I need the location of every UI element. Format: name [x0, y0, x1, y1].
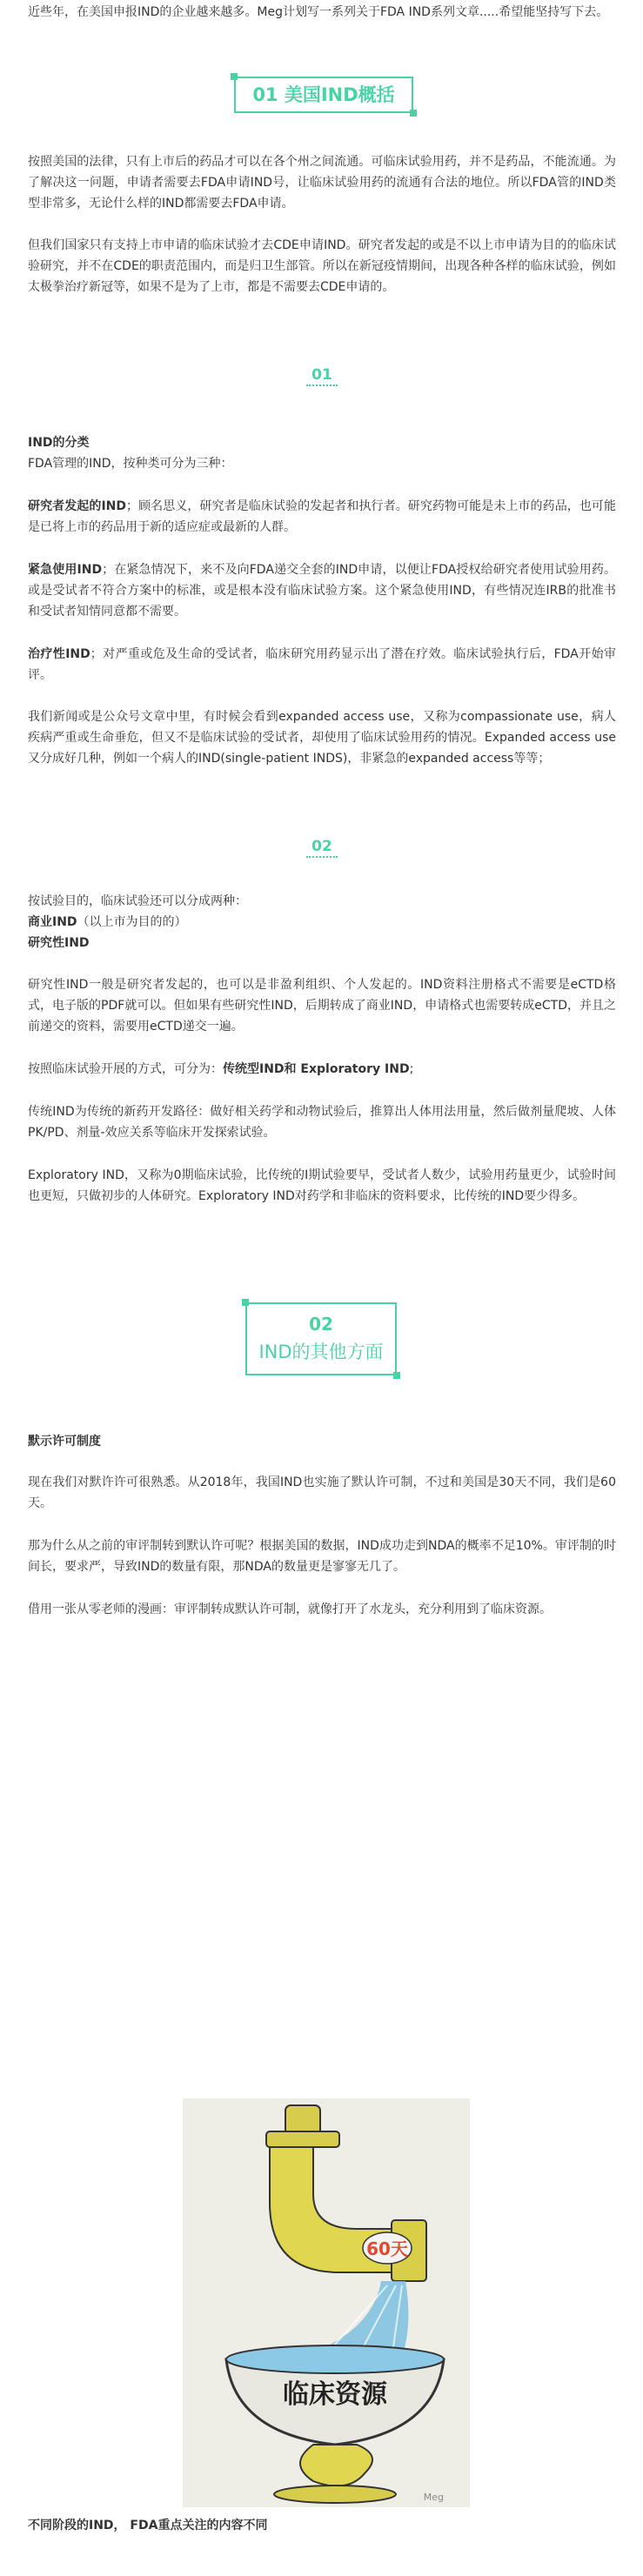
ind-type-emergency-text: ；在紧急情况下，来不及向FDA递交全套的IND申请，以便让FDA授权给研究者使用试验用药。或是受试者不符合方案中的标准，或是根本没有临床试验方案。这个紧急使用IND，有些情况连IRB的批准书和受试者知情同意都不需要。: [28, 563, 616, 619]
section1-paragraph-1: 按照美国的法律，只有上市后的药品才可以在各个州之间流通。可临床试验用药，并不是药品，不能流通。为了解决这一问题，申请者需要去FDA申请IND号，让临床试验用药的流通有合法的地位。所以FDA管的IND类型非常多，无论什么样的IND都需要去FDA申请。: [28, 155, 616, 211]
purpose-lead: 按试验目的，临床试验还可以分成两种：: [28, 894, 247, 908]
expanded-access-paragraph: 我们新闻或是公众号文章中里，有时候会看到expanded access use，又称为compassionate use，病人疾病严重或生命垂危，但又不是临床试验的受试者，却使用了临床试验用药的情况。Expanded access use又分成好几种，例如一个病人的IND(single-patient INDS)，非紧急的expanded access等等；: [28, 710, 616, 766]
conduct-type-suffix: ;: [409, 1062, 414, 1076]
subsection-heading-classification: IND的分类: [28, 436, 90, 450]
bowl-label: 临床资源: [283, 2379, 387, 2410]
ind-type-emergency-label: 紧急使用IND: [28, 563, 103, 577]
conduct-type-bold: 传统型IND和 Exploratory IND: [223, 1062, 410, 1076]
commercial-ind-note: （以上市为目的的）: [77, 915, 187, 929]
research-ind-paragraph: 研究性IND一般是研究者发起的，也可以是非盈利组织、个人发起的。IND资料注册格式不需要是eCTD格式，电子版的PDF就可以。但如果有些研究性IND，后期转成了商业IND，申请格式也需要转成eCTD，并且之前递交的资料，需要用eCTD递交一遍。: [28, 978, 616, 1034]
ind-type-investigator-text: ；顾名思义，研究者是临床试验的发起者和执行者。研究药物可能是未上市的药品，也可能是已将上市的药品用于新的适应症或最新的人群。: [28, 499, 617, 534]
default-approval-paragraph-2: 那为什么从之前的审评制转到默认许可呢？根据美国的数据，IND成功走到NDA的概率不足10%。审评制的时间长，要求严，导致IND的数量有限，那NDA的数量更是寥寥无几了。: [28, 1539, 616, 1574]
research-ind-label: 研究性IND: [28, 936, 90, 950]
section-title-1: 01 美国IND概括: [252, 84, 395, 105]
traditional-ind-paragraph: 传统IND为传统的新药开发路径：做好相关药学和动物试验后，推算出人体用法用量，然后做剂量爬坡、人体PK/PD、剂量-效应关系等临床开发探索试验。: [28, 1105, 616, 1140]
subsection-badge-01: 01: [296, 364, 348, 386]
section1-paragraph-2: 但我们国家只有支持上市申请的临床试验才去CDE申请IND。研究者发起的或是不以上市申请为目的的临床试验研究，并不在CDE的职责范围内，而是归卫生部管。所以在新冠疫情期间，出现各种各样的临床试验，例如太极拳治疗新冠等，如果不是为了上市，都是不需要去CDE申请的。: [28, 238, 616, 294]
default-approval-paragraph-3: 借用一张从零老师的漫画：审评制转成默认许可制，就像打开了水龙头，充分利用到了临床资源。: [28, 1602, 552, 1616]
section-number-2: 02: [309, 1314, 333, 1335]
default-approval-paragraph-1: 现在我们对默许许可很熟悉。从2018年，我国IND也实施了默认许可制，不过和美国是30天不同，我们是60天。: [28, 1475, 616, 1510]
conduct-type-prefix: 按照临床试验开展的方式，可分为：: [28, 1062, 223, 1076]
ind-type-treatment-text: ；对严重或危及生命的受试者，临床研究用药显示出了潜在疗效。临床试验执行后，FDA开始审评。: [28, 647, 617, 682]
subsection-lead: FDA管理的IND，按种类可分为三种：: [28, 457, 233, 471]
heading-stage-focus: 不同阶段的IND， FDA重点关注的内容不同: [28, 2519, 268, 2533]
faucet-tag-label: 60天: [366, 2238, 408, 2259]
ind-type-treatment-label: 治疗性IND: [28, 647, 90, 661]
section-title-2: IND的其他方面: [258, 1342, 384, 1362]
intro-paragraph: 近些年，在美国申报IND的企业越来越多。Meg计划写一系列关于FDA IND系列文章.....希望能坚持写下去。: [28, 5, 609, 19]
subsection-badge-02: 02: [296, 835, 348, 858]
commercial-ind-label: 商业IND: [28, 915, 77, 929]
ind-type-investigator-label: 研究者发起的IND: [28, 499, 127, 513]
heading-default-approval: 默示许可制度: [28, 1435, 101, 1449]
watermark-label: Meg: [423, 2492, 444, 2503]
exploratory-ind-paragraph: Exploratory IND，又称为0期临床试验，比传统的I期试验要早，受试者人数少，试验用药量更少，试验时间也更短，只做初步的人体研究。Exploratory IND对药学和非临床的资料要求，比传统的IND要少得多。: [28, 1168, 616, 1203]
